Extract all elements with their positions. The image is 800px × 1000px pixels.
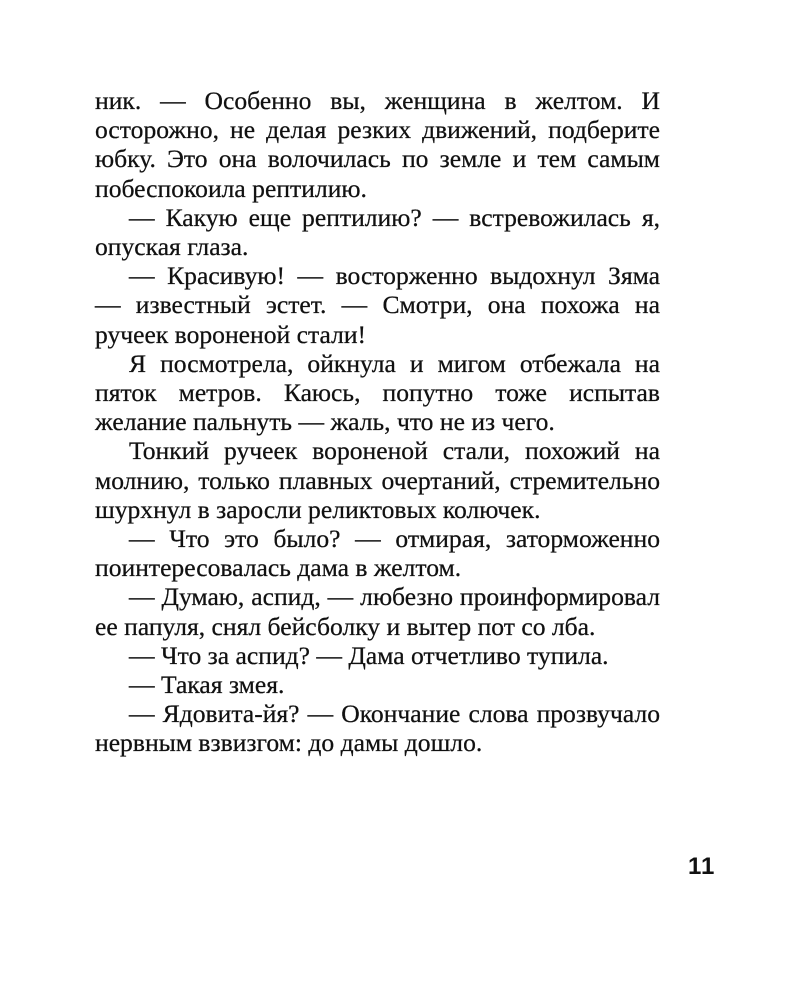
paragraph-10: — Ядовита-йя? — Окончание слова прозвучало нервным взвизгом: до дамы дошло. (95, 699, 660, 758)
paragraph-3: — Красивую! — восторженно выдохнул Зяма — известный эстет. — Смотри, она похожа на ручеек вороненой стали! (95, 261, 660, 349)
paragraph-6: — Что это было? — отмирая, заторможенно поинтересовалась дама в желтом. (95, 524, 660, 583)
paragraph-1: ник. — Особенно вы, женщина в желтом. И осторожно, не делая резких движений, подберите юбку. Это она волочилась по земле и тем самым побеспокоила рептилию. (95, 86, 660, 203)
page-text (95, 86, 660, 758)
paragraph-7: — Думаю, аспид, — любезно проинформировал ее папуля, снял бейсболку и вытер пот со лба. (95, 582, 660, 641)
paragraph-2: — Какую еще рептилию? — встревожилась я, опуская глаза. (95, 202, 660, 262)
paragraph-9: — Такая змея. (129, 670, 285, 700)
paragraph-4: Я посмотрела, ойкнула и мигом отбежала на пяток метров. Каюсь, попутно тоже испытав желание пальнуть — жаль, что не из чего. (95, 348, 660, 437)
paragraph-8: — Что за аспид? — Дама отчетливо тупила. (129, 640, 609, 670)
paragraph-5: Тонкий ручеек вороненой стали, похожий на молнию, только плавных очертаний, стремительно шурхнул в заросли реликтовых колючек. (95, 436, 660, 524)
page-number: 11 (688, 853, 716, 880)
